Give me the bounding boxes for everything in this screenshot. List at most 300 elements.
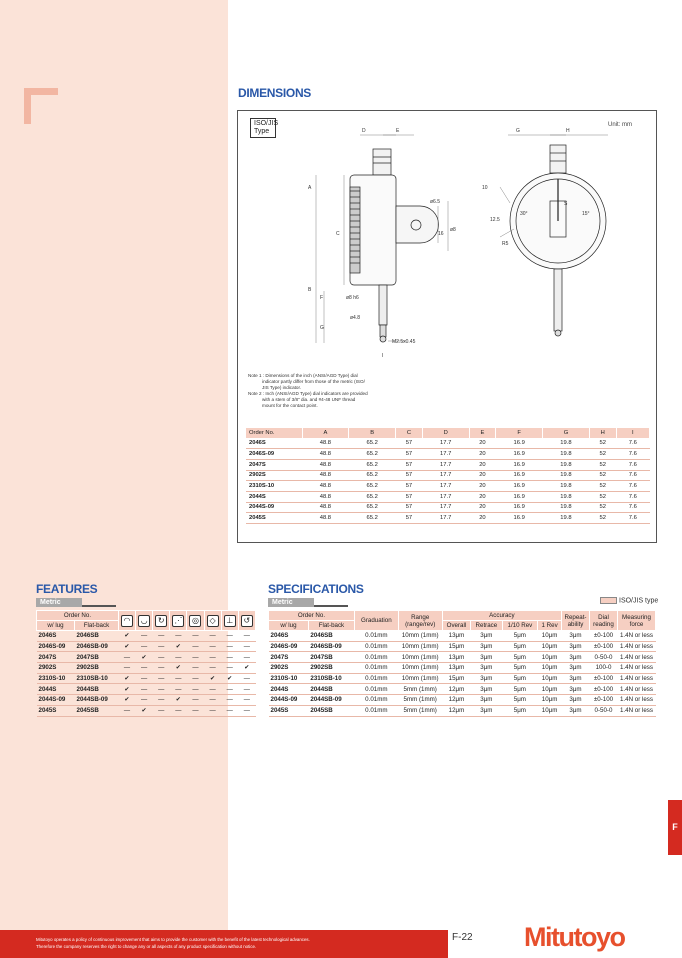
dimensions-row	[246, 438, 650, 449]
features-row-cell: 2310SB-10	[75, 673, 119, 684]
features-order-no: Order No.	[37, 611, 119, 621]
dimensions-row-cell: 52	[589, 449, 616, 460]
features-row-cell: —	[118, 652, 135, 663]
dimension-drawing	[238, 111, 658, 366]
specs-row-cell: 2902S	[269, 663, 309, 674]
dimensions-row-cell: 20	[469, 449, 496, 460]
dim-label-16: 16	[438, 231, 444, 237]
specs-row-cell: 10μm	[538, 695, 562, 706]
dimensions-row-cell: 48.8	[302, 459, 349, 470]
dim-label-e: E	[396, 128, 400, 134]
features-row-cell: —	[204, 663, 221, 674]
features-row-cell: 2045S	[37, 705, 75, 716]
specs-row-cell: 3μm	[562, 631, 590, 642]
features-row-cell: 2310S-10	[37, 673, 75, 684]
dim-col-i: I	[616, 428, 649, 438]
dim-col-c: C	[396, 428, 423, 438]
specs-row-cell: 15μm	[442, 673, 471, 684]
specs-row-cell: 2047S	[269, 652, 309, 663]
specs-order-no: Order No.	[269, 611, 355, 621]
features-row-cell: —	[204, 641, 221, 652]
dim-label-dia8: ø8	[450, 227, 456, 233]
dimensions-row-cell: 20	[469, 513, 496, 524]
dim-label-c: C	[336, 231, 340, 237]
specs-row-cell: 3μm	[562, 673, 590, 684]
specs-row-cell: 2046S-09	[269, 641, 309, 652]
features-row-cell: —	[153, 684, 170, 695]
dimensions-row-cell: 65.2	[349, 481, 396, 492]
dimensions-row	[246, 513, 650, 524]
specs-row-cell: 1.4N or less	[618, 673, 656, 684]
features-metric-line	[82, 605, 116, 607]
specs-row-cell: 0.01mm	[354, 705, 398, 716]
features-row-cell: 2044S-09	[37, 695, 75, 706]
features-row-cell: —	[221, 663, 238, 674]
specs-row-cell: 5mm (1mm)	[398, 705, 442, 716]
features-row-cell: 2044SB	[75, 684, 119, 695]
features-table	[36, 610, 256, 717]
features-row-cell: ✔	[221, 673, 238, 684]
features-row-cell: —	[136, 631, 153, 642]
specs-w-lug: w/ lug	[269, 621, 309, 631]
specs-row-cell: 3μm	[562, 652, 590, 663]
dimensions-row-cell: 48.8	[302, 502, 349, 513]
specs-metric-line	[314, 605, 348, 607]
specs-repeatability: Repeat-ability	[562, 611, 590, 631]
features-row-cell: —	[238, 673, 255, 684]
dimensions-row	[246, 459, 650, 470]
specs-row-cell: 3μm	[562, 705, 590, 716]
specs-flat-back: Flat-back	[308, 621, 354, 631]
dimensions-row-cell: 48.8	[302, 449, 349, 460]
specs-row-cell: 3μm	[562, 641, 590, 652]
specs-row	[269, 652, 656, 663]
features-row-cell: 2046SB-09	[75, 641, 119, 652]
dimensions-row	[246, 481, 650, 492]
footer-line-2: Therefore the company reserves the right to change any or all aspects of any product specification without notice.	[36, 944, 257, 949]
features-row-cell: 2044SB-09	[75, 695, 119, 706]
dimensions-row-cell: 2044S	[246, 491, 302, 502]
features-row-cell: —	[238, 631, 255, 642]
specs-row-cell: ±0-100	[590, 631, 618, 642]
dimensions-row-cell: 20	[469, 470, 496, 481]
specs-row	[269, 684, 656, 695]
dim-col-f: F	[496, 428, 543, 438]
dimensions-row-cell: 52	[589, 513, 616, 524]
dimensions-row-cell: 65.2	[349, 459, 396, 470]
dimensions-row-cell: 7.6	[616, 491, 649, 502]
rotation-icon: ↺	[241, 615, 253, 627]
specs-row-cell: 3μm	[471, 684, 502, 695]
dimensions-row-cell: 2046S	[246, 438, 302, 449]
features-row-cell: —	[153, 652, 170, 663]
dimensions-row-cell: 57	[396, 438, 423, 449]
features-row-cell: ✔	[238, 663, 255, 674]
specs-header-row-1	[269, 611, 656, 621]
features-row-cell: ✔	[170, 695, 187, 706]
features-row-cell: —	[221, 652, 238, 663]
feat-icon-col-4	[187, 611, 204, 631]
dimensions-row-cell: 20	[469, 502, 496, 513]
features-row-cell: —	[221, 705, 238, 716]
features-row-cell: —	[221, 695, 238, 706]
specs-row-cell: 0.01mm	[354, 631, 398, 642]
dimensions-row-cell: 16.9	[496, 491, 543, 502]
feat-icon-col-5	[204, 611, 221, 631]
dimensions-row-cell: 48.8	[302, 481, 349, 492]
specs-measuring-force: Measuring force	[618, 611, 656, 631]
dimensions-row-cell: 19.8	[543, 470, 590, 481]
section-tab-f: F	[668, 800, 682, 855]
specs-row-cell: 5μm	[502, 673, 538, 684]
specs-row	[269, 673, 656, 684]
features-row	[37, 652, 256, 663]
features-row	[37, 673, 256, 684]
features-row-cell: —	[118, 705, 135, 716]
dim-label-dia65: ø6.5	[430, 199, 441, 205]
dim-col-g: G	[543, 428, 590, 438]
specs-row-cell: 10mm (1mm)	[398, 631, 442, 642]
features-row-cell: 2046S	[37, 631, 75, 642]
dim-label-h: H	[566, 128, 570, 134]
feat-icon-col-3	[170, 611, 187, 631]
specs-row-cell: 5μm	[502, 641, 538, 652]
dimensions-row-cell: 20	[469, 491, 496, 502]
specs-row-cell: 0.01mm	[354, 641, 398, 652]
dimensions-row-cell: 17.7	[422, 513, 469, 524]
specifications-title: SPECIFICATIONS	[268, 582, 364, 596]
dimensions-row-cell: 17.7	[422, 481, 469, 492]
features-row-cell: ✔	[136, 652, 153, 663]
dimension-notes	[248, 373, 428, 409]
diamond-icon: ◇	[207, 615, 219, 627]
dim-label-f: F	[320, 295, 324, 301]
dimensions-row-cell: 52	[589, 470, 616, 481]
features-row-cell: —	[204, 705, 221, 716]
features-row-cell: 2902S	[37, 663, 75, 674]
specs-row-cell: 1.4N or less	[618, 641, 656, 652]
features-row-cell: —	[187, 641, 204, 652]
specs-overall: Overall	[442, 621, 471, 631]
features-row-cell: 2046SB	[75, 631, 119, 642]
specs-row-cell: 2046SB	[308, 631, 354, 642]
features-row-cell: —	[204, 695, 221, 706]
features-row-cell: —	[187, 684, 204, 695]
features-row-cell: —	[204, 652, 221, 663]
dim-label-15deg: 15°	[582, 211, 590, 217]
features-row-cell: —	[136, 695, 153, 706]
dimensions-row-cell: 52	[589, 438, 616, 449]
specs-row-cell: 1.4N or less	[618, 695, 656, 706]
dim-label-thread: M2.5x0.45	[392, 339, 416, 345]
dimensions-row-cell: 19.8	[543, 491, 590, 502]
dim-col-a: A	[302, 428, 349, 438]
iso-legend	[600, 597, 658, 604]
features-row	[37, 631, 256, 642]
specs-row-cell: 2045S	[269, 705, 309, 716]
specs-row-cell: 5μm	[502, 684, 538, 695]
specs-row-cell: 0.01mm	[354, 684, 398, 695]
dim-label-dia48: ø4.8	[350, 315, 361, 321]
dimensions-row-cell: 52	[589, 481, 616, 492]
dimensions-panel	[237, 110, 657, 543]
sidebar-background	[0, 0, 228, 930]
features-row-cell: —	[221, 631, 238, 642]
dim-label-gl: G	[516, 128, 520, 134]
dimensions-row-cell: 19.8	[543, 502, 590, 513]
features-title: FEATURES	[36, 582, 98, 596]
dimensions-row	[246, 449, 650, 460]
features-row-cell: —	[170, 652, 187, 663]
specs-row-cell: 0-50-0	[590, 652, 618, 663]
specs-row-cell: 3μm	[471, 663, 502, 674]
feat-icon-col-6	[221, 611, 238, 631]
dimensions-row-cell: 16.9	[496, 449, 543, 460]
features-row-cell: ✔	[170, 663, 187, 674]
iso-legend-swatch	[600, 597, 617, 604]
specs-row-cell: 0.01mm	[354, 695, 398, 706]
features-row-cell: —	[187, 695, 204, 706]
specs-row-cell: 10mm (1mm)	[398, 652, 442, 663]
footer-bar	[0, 930, 448, 958]
specs-row-cell: 12μm	[442, 705, 471, 716]
features-row-cell: —	[238, 641, 255, 652]
specs-row-cell: 12μm	[442, 695, 471, 706]
specs-metric-bar: Metric	[268, 598, 314, 607]
dimensions-row	[246, 470, 650, 481]
specs-row-cell: 13μm	[442, 631, 471, 642]
specs-row-cell: 3μm	[471, 652, 502, 663]
features-metric-bar: Metric	[36, 598, 82, 607]
specs-row-cell: 0-50-0	[590, 705, 618, 716]
mitutoyo-logo: Mitutoyo	[524, 922, 625, 952]
specs-row-cell: 15μm	[442, 641, 471, 652]
features-row	[37, 663, 256, 674]
dim-label-g: G	[320, 325, 324, 331]
dim-col-h: H	[589, 428, 616, 438]
dimensions-row-cell: 48.8	[302, 438, 349, 449]
specs-row-cell: 10μm	[538, 684, 562, 695]
specs-row-cell: 10μm	[538, 705, 562, 716]
specs-row-cell: 3μm	[562, 663, 590, 674]
specs-row-cell: 5mm (1mm)	[398, 695, 442, 706]
features-row-cell: —	[136, 684, 153, 695]
features-row-cell: —	[221, 641, 238, 652]
specs-accuracy: Accuracy	[442, 611, 561, 621]
reverse-icon: ↻	[155, 615, 167, 627]
features-row-cell: —	[187, 652, 204, 663]
features-row-cell: —	[170, 705, 187, 716]
features-header-row-1	[37, 611, 256, 621]
features-row-cell: 2902SB	[75, 663, 119, 674]
dial-0-100-icon: ◠	[121, 615, 133, 627]
features-row-cell: 2046S-09	[37, 641, 75, 652]
features-row-cell: —	[238, 684, 255, 695]
features-row-cell: —	[187, 673, 204, 684]
features-row-cell: ✔	[118, 684, 135, 695]
dimensions-row-cell: 16.9	[496, 502, 543, 513]
dimensions-row-cell: 19.8	[543, 449, 590, 460]
specs-row	[269, 663, 656, 674]
dim-label-b: B	[308, 287, 312, 293]
specs-row	[269, 641, 656, 652]
specs-row-cell: 5μm	[502, 705, 538, 716]
specs-row-cell: 2044S-09	[269, 695, 309, 706]
jewel-icon: ◎	[189, 615, 201, 627]
specs-row-cell: 0.01mm	[354, 673, 398, 684]
corner-mark	[24, 88, 58, 124]
specs-row-cell: 1.4N or less	[618, 663, 656, 674]
features-row-cell: 2047SB	[75, 652, 119, 663]
dim-col-e: E	[469, 428, 496, 438]
dimensions-row-cell: 48.8	[302, 491, 349, 502]
dimensions-row-cell: 2047S	[246, 459, 302, 470]
dimensions-row-cell: 20	[469, 438, 496, 449]
features-row-cell: 2044S	[37, 684, 75, 695]
specs-row-cell: 3μm	[471, 695, 502, 706]
dimensions-header-row	[246, 428, 650, 438]
dim-label-r5: R5	[502, 241, 509, 247]
specs-row-cell: ±0-100	[590, 673, 618, 684]
features-row	[37, 695, 256, 706]
dimensions-row-cell: 17.7	[422, 449, 469, 460]
specs-row-cell: 2310SB-10	[308, 673, 354, 684]
features-row-cell: —	[153, 663, 170, 674]
dimensions-row-cell: 57	[396, 470, 423, 481]
dimensions-row-cell: 2044S-09	[246, 502, 302, 513]
unit-label: Unit: mm	[608, 122, 632, 128]
specs-row-cell: 2044SB	[308, 684, 354, 695]
features-w-lug: w/ lug	[37, 621, 75, 631]
note-2: Note 2 : Inch (ANSI/AGD Type) dial indicators are provided with a stem of 3/8" dia. and #4-48 UNF thread mount for the contact point.	[248, 391, 368, 408]
dimensions-row-cell: 48.8	[302, 470, 349, 481]
dimensions-row-cell: 17.7	[422, 438, 469, 449]
features-row-cell: 2047S	[37, 652, 75, 663]
specs-row-cell: 13μm	[442, 652, 471, 663]
specs-row-cell: 0.01mm	[354, 663, 398, 674]
specs-row-cell: 2044S	[269, 684, 309, 695]
dimensions-row-cell: 2902S	[246, 470, 302, 481]
features-row-cell: ✔	[118, 631, 135, 642]
specs-row-cell: 2902SB	[308, 663, 354, 674]
features-row-cell: ✔	[170, 641, 187, 652]
specs-row	[269, 631, 656, 642]
features-row-cell: —	[187, 631, 204, 642]
dimensions-row-cell: 57	[396, 491, 423, 502]
dimensions-row-cell: 16.9	[496, 481, 543, 492]
dimensions-row-cell: 7.6	[616, 513, 649, 524]
dimensions-row	[246, 502, 650, 513]
specs-row-cell: 10mm (1mm)	[398, 663, 442, 674]
specs-row	[269, 695, 656, 706]
specs-row-cell: 10μm	[538, 652, 562, 663]
features-row	[37, 705, 256, 716]
dimensions-row-cell: 17.7	[422, 502, 469, 513]
features-row	[37, 641, 256, 652]
specs-row-cell: 5μm	[502, 663, 538, 674]
dim-label-dia8h6: ø8 h6	[346, 295, 359, 301]
dimensions-row-cell: 19.8	[543, 481, 590, 492]
specs-row-cell: 5μm	[502, 695, 538, 706]
specs-row-cell: 10mm (1mm)	[398, 641, 442, 652]
features-row-cell: —	[170, 631, 187, 642]
features-row-cell: —	[221, 684, 238, 695]
dimensions-row-cell: 20	[469, 481, 496, 492]
dimensions-row-cell: 2310S-10	[246, 481, 302, 492]
specs-row-cell: ±0-100	[590, 641, 618, 652]
features-row-cell: ✔	[118, 673, 135, 684]
dimensions-row-cell: 17.7	[422, 459, 469, 470]
note-1: Note 1 : Dimensions of the inch (ANSI/AGD Type) dial indicator partly differ from those of the metric (ISO/ JIS Type) indicator.	[248, 373, 365, 390]
dimensions-row-cell: 7.6	[616, 438, 649, 449]
features-row-cell: —	[238, 695, 255, 706]
dimensions-row-cell: 65.2	[349, 513, 396, 524]
features-row-cell: —	[187, 663, 204, 674]
dim-col-b: B	[349, 428, 396, 438]
lever-icon: ⊥	[224, 615, 236, 627]
specs-row-cell: 2310S-10	[269, 673, 309, 684]
features-row-cell: —	[153, 641, 170, 652]
dimensions-row-cell: 2046S-09	[246, 449, 302, 460]
features-row-cell: —	[187, 705, 204, 716]
features-row-cell: ✔	[136, 705, 153, 716]
specs-row-cell: 100-0	[590, 663, 618, 674]
dimensions-row-cell: 48.8	[302, 513, 349, 524]
specs-row-cell: 3μm	[471, 631, 502, 642]
dimensions-row-cell: 19.8	[543, 513, 590, 524]
specs-row-cell: 10μm	[538, 663, 562, 674]
specs-row-cell: 2044SB-09	[308, 695, 354, 706]
features-row-cell: ✔	[204, 673, 221, 684]
features-row-cell: —	[170, 673, 187, 684]
specs-row-cell: ±0-100	[590, 695, 618, 706]
page-number: F-22	[452, 932, 473, 943]
dim-label-s: S	[564, 201, 568, 207]
features-row-cell: —	[170, 684, 187, 695]
specs-row-cell: 3μm	[471, 705, 502, 716]
features-row-cell: —	[238, 705, 255, 716]
features-row-cell: —	[153, 673, 170, 684]
features-flat-back: Flat-back	[75, 621, 119, 631]
specs-row-cell: 0.01mm	[354, 652, 398, 663]
specs-row-cell: 2046S	[269, 631, 309, 642]
specs-range: Range (range/rev)	[398, 611, 442, 631]
specs-row-cell: 3μm	[471, 673, 502, 684]
specs-row	[269, 705, 656, 716]
feat-icon-col-1	[136, 611, 153, 631]
specs-row-cell: 10μm	[538, 641, 562, 652]
specs-row-cell: 1.4N or less	[618, 684, 656, 695]
dim-label-10: 10	[482, 185, 488, 191]
dim-label-a: A	[308, 185, 312, 191]
dimensions-row-cell: 7.6	[616, 459, 649, 470]
features-row	[37, 684, 256, 695]
dim-col-d: D	[422, 428, 469, 438]
features-row-cell: —	[136, 673, 153, 684]
dim-label-i: I	[382, 353, 384, 359]
dimensions-row-cell: 19.8	[543, 459, 590, 470]
dimensions-row-cell: 17.7	[422, 491, 469, 502]
specs-row-cell: 5μm	[502, 631, 538, 642]
dimensions-row-cell: 52	[589, 502, 616, 513]
specs-row-cell: 10mm (1mm)	[398, 673, 442, 684]
dimensions-row-cell: 65.2	[349, 502, 396, 513]
dimensions-table	[246, 428, 650, 524]
dimensions-row-cell: 7.6	[616, 470, 649, 481]
specs-row-cell: 1.4N or less	[618, 652, 656, 663]
dimensions-row-cell: 16.9	[496, 513, 543, 524]
features-row-cell: —	[204, 684, 221, 695]
